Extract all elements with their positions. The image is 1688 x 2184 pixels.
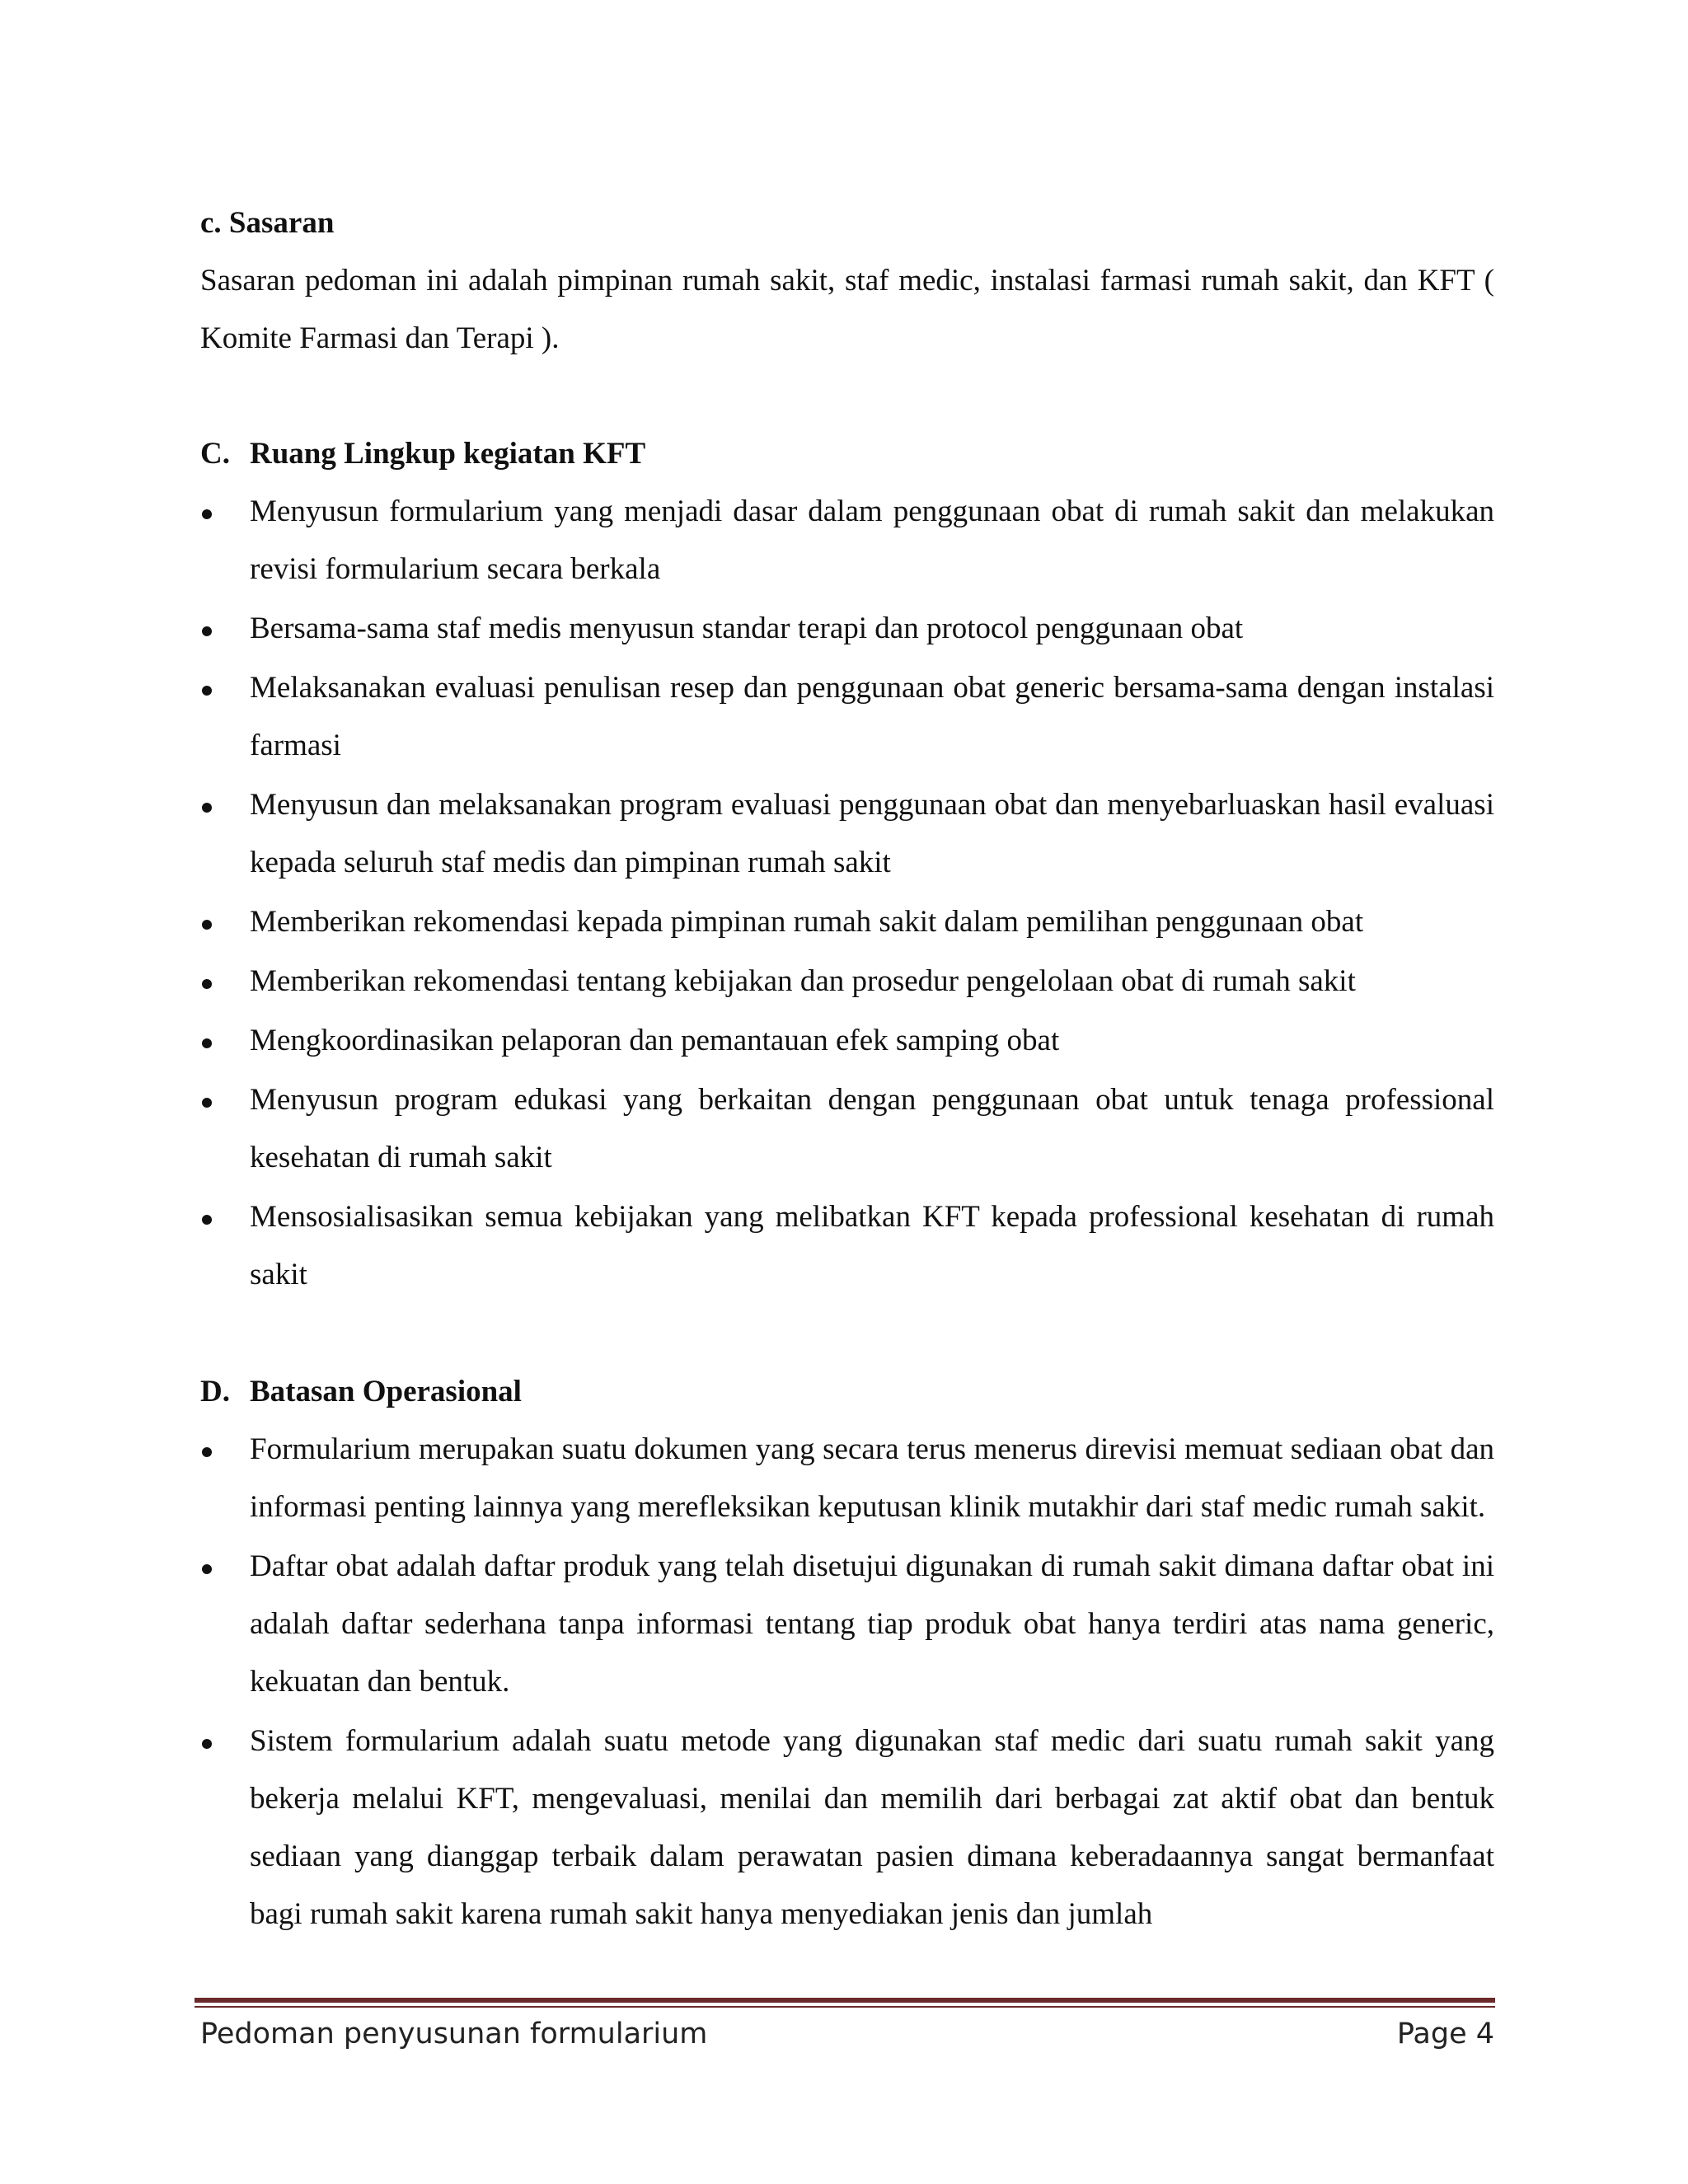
footer-divider-thick (195, 1998, 1495, 2003)
batasan-list (200, 1421, 1494, 1943)
list-item: Sistem formularium adalah suatu metode yang digunakan staf medic dari suatu rumah sakit yang bekerja melalui KFT, mengevaluasi, menilai dan memilih dari berbagai zat aktif obat dan bentuk sediaan yang dianggap terbaik dalam perawatan pasien dimana keberadaannya sangat bermanfaat bagi rumah sakit karena rumah sakit hanya menyediakan jenis dan jumlah (200, 1713, 1494, 1943)
bullet-icon (200, 1421, 250, 1479)
document-body (200, 194, 1494, 1945)
bullet-icon (200, 893, 250, 951)
bullet-icon (200, 776, 250, 834)
footer-title: Pedoman penyusunan formularium (200, 2018, 708, 2050)
bullet-icon (200, 483, 250, 541)
list-item: Memberikan rekomendasi kepada pimpinan rumah sakit dalam pemilihan penggunaan obat (200, 893, 1494, 951)
list-item: Melaksanakan evaluasi penulisan resep dan penggunaan obat generic bersama-sama dengan instalasi farmasi (200, 659, 1494, 775)
list-item: Mengkoordinasikan pelaporan dan pemantauan efek samping obat (200, 1012, 1494, 1070)
page-footer (200, 2009, 1494, 2059)
ruang-lingkup-list (200, 483, 1494, 1304)
sasaran-paragraph: Sasaran pedoman ini adalah pimpinan rumah sakit, staf medic, instalasi farmasi rumah sakit, dan KFT ( Komite Farmasi dan Terapi ). (200, 264, 1494, 355)
bullet-icon (200, 1071, 250, 1129)
bullet-icon (200, 1713, 250, 1770)
bullet-icon (200, 659, 250, 717)
list-item: Memberikan rekomendasi tentang kebijakan dan prosedur pengelolaan obat di rumah sakit (200, 953, 1494, 1010)
bullet-icon (200, 600, 250, 658)
sasaran-heading: c. Sasaran (200, 206, 335, 240)
bullet-icon (200, 1538, 250, 1596)
section-letter: D. (200, 1375, 230, 1408)
page-number: Page 4 (1396, 2018, 1494, 2050)
batasan-heading (200, 1363, 1494, 1421)
list-item: Menyusun program edukasi yang berkaitan dengan penggunaan obat untuk tenaga professional kesehatan di rumah sakit (200, 1071, 1494, 1187)
list-item: Formularium merupakan suatu dokumen yang secara terus menerus direvisi memuat sediaan obat dan informasi penting lainnya yang merefleksikan keputusan klinik mutakhir dari staf medic rumah sakit. (200, 1421, 1494, 1536)
footer-divider-thin (195, 2006, 1495, 2008)
ruang-lingkup-heading (200, 425, 1494, 483)
list-item: Menyusun dan melaksanakan program evaluasi penggunaan obat dan menyebarluaskan hasil evaluasi kepada seluruh staf medis dan pimpinan rumah sakit (200, 776, 1494, 892)
section-title: Batasan Operasional (250, 1375, 522, 1408)
bullet-icon (200, 1012, 250, 1070)
section-letter: C. (200, 437, 230, 471)
bullet-icon (200, 1188, 250, 1246)
list-item: Mensosialisasikan semua kebijakan yang melibatkan KFT kepada professional kesehatan di rumah sakit (200, 1188, 1494, 1304)
section-title: Ruang Lingkup kegiatan KFT (250, 437, 646, 471)
list-item: Bersama-sama staf medis menyusun standar terapi dan protocol penggunaan obat (200, 600, 1494, 658)
list-item: Daftar obat adalah daftar produk yang telah disetujui digunakan di rumah sakit dimana daftar obat ini adalah daftar sederhana tanpa informasi tentang tiap produk obat hanya terdiri atas nama generic, kekuatan dan bentuk. (200, 1538, 1494, 1711)
list-item: Menyusun formularium yang menjadi dasar dalam penggunaan obat di rumah sakit dan melakukan revisi formularium secara berkala (200, 483, 1494, 598)
bullet-icon (200, 953, 250, 1010)
